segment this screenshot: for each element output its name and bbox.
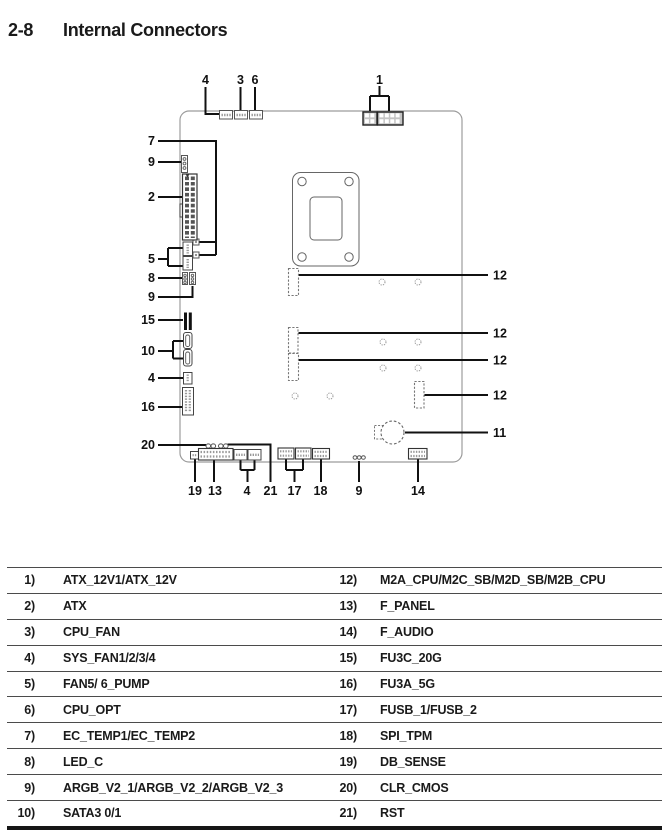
callout-atx-12v: [363, 73, 403, 125]
callout-label: 19: [188, 484, 202, 498]
page-title: Internal Connectors: [63, 20, 228, 40]
row-number-left: 5): [24, 677, 35, 691]
fu3a-connector: [183, 388, 194, 416]
connector-name-right: M2A_CPU/M2C_SB/M2D_SB/M2B_CPU: [380, 573, 606, 588]
connector-pin: [183, 158, 186, 161]
connector-name-right: FUSB_1/FUSB_2: [380, 702, 477, 717]
callout-label: 3: [237, 73, 244, 87]
sys-fan-connector: [248, 450, 261, 461]
row-number-right: 16): [339, 677, 357, 691]
connector-pin: [191, 281, 193, 283]
row-number-left: 8): [24, 754, 35, 769]
connector-pin: [195, 241, 197, 243]
row-number-right: 18): [339, 728, 357, 743]
section-number: 2-8: [8, 20, 34, 40]
callout-label: 5: [148, 252, 155, 266]
row-number-left: 1): [24, 573, 35, 588]
callout-cpu-fan: [235, 73, 248, 119]
callout-sys-fan-left: [148, 371, 192, 385]
connector-name-right: CLR_CMOS: [380, 780, 449, 795]
callout-label: 12: [493, 268, 507, 283]
table-row: [7, 593, 662, 619]
callout-label: 14: [411, 484, 425, 498]
connector-name-left: ATX: [63, 599, 87, 614]
callout-label: 11: [493, 426, 507, 440]
connector-name-right: FU3A_5G: [380, 677, 435, 691]
row-number-right: 17): [339, 702, 357, 717]
callout-f-audio: [409, 449, 428, 499]
table-row: [7, 645, 662, 671]
leader-bracket: [286, 460, 303, 483]
connector-name-left: ATX_12V1/ATX_12V: [63, 573, 177, 588]
connector-name-right: RST: [380, 806, 405, 821]
leader-line: [206, 87, 220, 114]
table-row: [7, 800, 662, 830]
connector-name-right: FU3C_20G: [380, 651, 442, 666]
row-number-right: 20): [339, 780, 357, 795]
connector-pin: [362, 456, 366, 460]
row-number-left: 3): [24, 625, 35, 640]
callout-label: 2: [148, 190, 155, 204]
sys-fan-connector: [234, 450, 247, 461]
connector-name-left: EC_TEMP1/EC_TEMP2: [63, 728, 196, 743]
board-outline: [180, 111, 462, 462]
row-number-right: 15): [339, 651, 357, 666]
connector-name-left: FAN5/ 6_PUMP: [63, 677, 150, 691]
row-number-right: 14): [339, 625, 357, 640]
connector-name-left: SATA3 0/1: [63, 806, 122, 821]
connector-name-left: ARGB_V2_1/ARGB_V2_2/ARGB_V2_3: [63, 780, 283, 795]
leader-bracket: [158, 248, 183, 266]
connector-pin: [357, 456, 361, 460]
table-row: [7, 774, 662, 800]
callout-f-panel: [199, 449, 234, 499]
callout-sys-fan-bottom: [234, 450, 261, 499]
callout-label: 16: [141, 400, 155, 414]
callout-label: 9: [355, 484, 363, 498]
cpu-socket: [293, 173, 360, 267]
callout-label: 7: [148, 134, 155, 148]
callout-fan5-6-pump: [148, 242, 192, 270]
spi-tpm-connector: [313, 449, 330, 460]
row-number-right: 13): [339, 599, 357, 614]
connector-name-right: F_PANEL: [380, 599, 435, 614]
f-audio-connector: [409, 449, 428, 460]
table-row: [7, 722, 662, 748]
callout-argb-top: [148, 155, 187, 173]
callout-label: 9: [148, 290, 155, 304]
jumper-pad: [211, 444, 216, 448]
callout-atx: [148, 174, 197, 240]
row-number-left: 10): [17, 806, 35, 821]
callout-label: 20: [141, 438, 155, 452]
row-number-left: 4): [24, 651, 35, 666]
callout-label: 1: [376, 73, 383, 87]
fusb-1-connector: [278, 448, 294, 459]
callout-label: 15: [141, 313, 155, 327]
callout-label: 4: [202, 73, 209, 87]
callout-label: 18: [313, 484, 328, 498]
row-number-left: 2): [24, 599, 35, 614]
db-sense-connector: [191, 452, 200, 460]
callout-label: 10: [141, 344, 155, 358]
connector-pin: [184, 278, 186, 280]
connector-pin: [191, 278, 193, 280]
connector-pin: [184, 274, 186, 276]
socket-hole: [345, 177, 353, 185]
connector-legend-table: [7, 567, 662, 830]
callout-fu3a-5g: [141, 388, 193, 416]
callout-fusb: [278, 448, 311, 498]
row-number-right: 21): [339, 806, 357, 821]
callout-cpu-opt: [250, 73, 263, 119]
connector-name-left: SYS_FAN1/2/3/4: [63, 651, 156, 666]
row-number-right: 19): [339, 754, 357, 769]
callout-label: 4: [148, 371, 155, 385]
jumper-pad: [224, 444, 229, 448]
table-row: [7, 671, 662, 697]
row-number-left: 6): [24, 702, 35, 717]
connector-name-left: CPU_FAN: [63, 625, 120, 640]
table-row: [7, 567, 662, 593]
atx-connector: [183, 174, 198, 240]
table-row: [7, 696, 662, 722]
row-number-left: 7): [24, 728, 35, 743]
connector-pin: [353, 456, 357, 460]
f-panel-connector: [199, 449, 234, 461]
connector-name-left: LED_C: [63, 754, 103, 769]
fusb-2-connector: [296, 448, 312, 459]
leader-bracket: [241, 461, 255, 483]
connector-pin: [183, 167, 186, 170]
callout-label: 12: [493, 388, 507, 403]
callout-spi-tpm: [313, 449, 330, 499]
fu3c-connector-bar: [184, 313, 187, 331]
callout-label: 12: [493, 326, 507, 341]
row-number-left: 9): [24, 780, 35, 795]
jumper-pad: [206, 444, 211, 448]
connector-pin: [195, 254, 197, 256]
callout-label: 12: [493, 353, 507, 368]
leader-bracket: [158, 341, 183, 359]
callout-label: 6: [251, 73, 259, 87]
callout-label: 21: [263, 484, 278, 498]
connector-name-left: CPU_OPT: [63, 702, 121, 717]
connector-name-right: SPI_TPM: [380, 728, 433, 743]
connector-pin: [191, 274, 193, 276]
connector-pin: [184, 281, 186, 283]
connector-name-right: DB_SENSE: [380, 754, 446, 769]
callout-label: 9: [148, 155, 155, 169]
connector-pin: [183, 162, 186, 165]
fu3c-connector-bar: [189, 313, 192, 331]
socket-hole: [298, 253, 306, 261]
callout-fu3c-20g: [141, 313, 192, 331]
socket-hole: [298, 177, 306, 185]
callout-label: 8: [148, 271, 155, 285]
callout-label: 4: [243, 484, 251, 498]
table-row: [7, 748, 662, 774]
jumper-pad: [219, 444, 224, 448]
socket-hole: [345, 253, 353, 261]
row-number-right: 12): [339, 573, 357, 588]
connector-name-right: F_AUDIO: [380, 625, 434, 640]
callout-label: 13: [208, 484, 222, 498]
battery: [381, 421, 404, 444]
callout-label: 17: [287, 484, 302, 498]
table-row: [7, 619, 662, 645]
cpu-socket-frame: [293, 173, 360, 267]
leader-bracket: [370, 86, 389, 111]
